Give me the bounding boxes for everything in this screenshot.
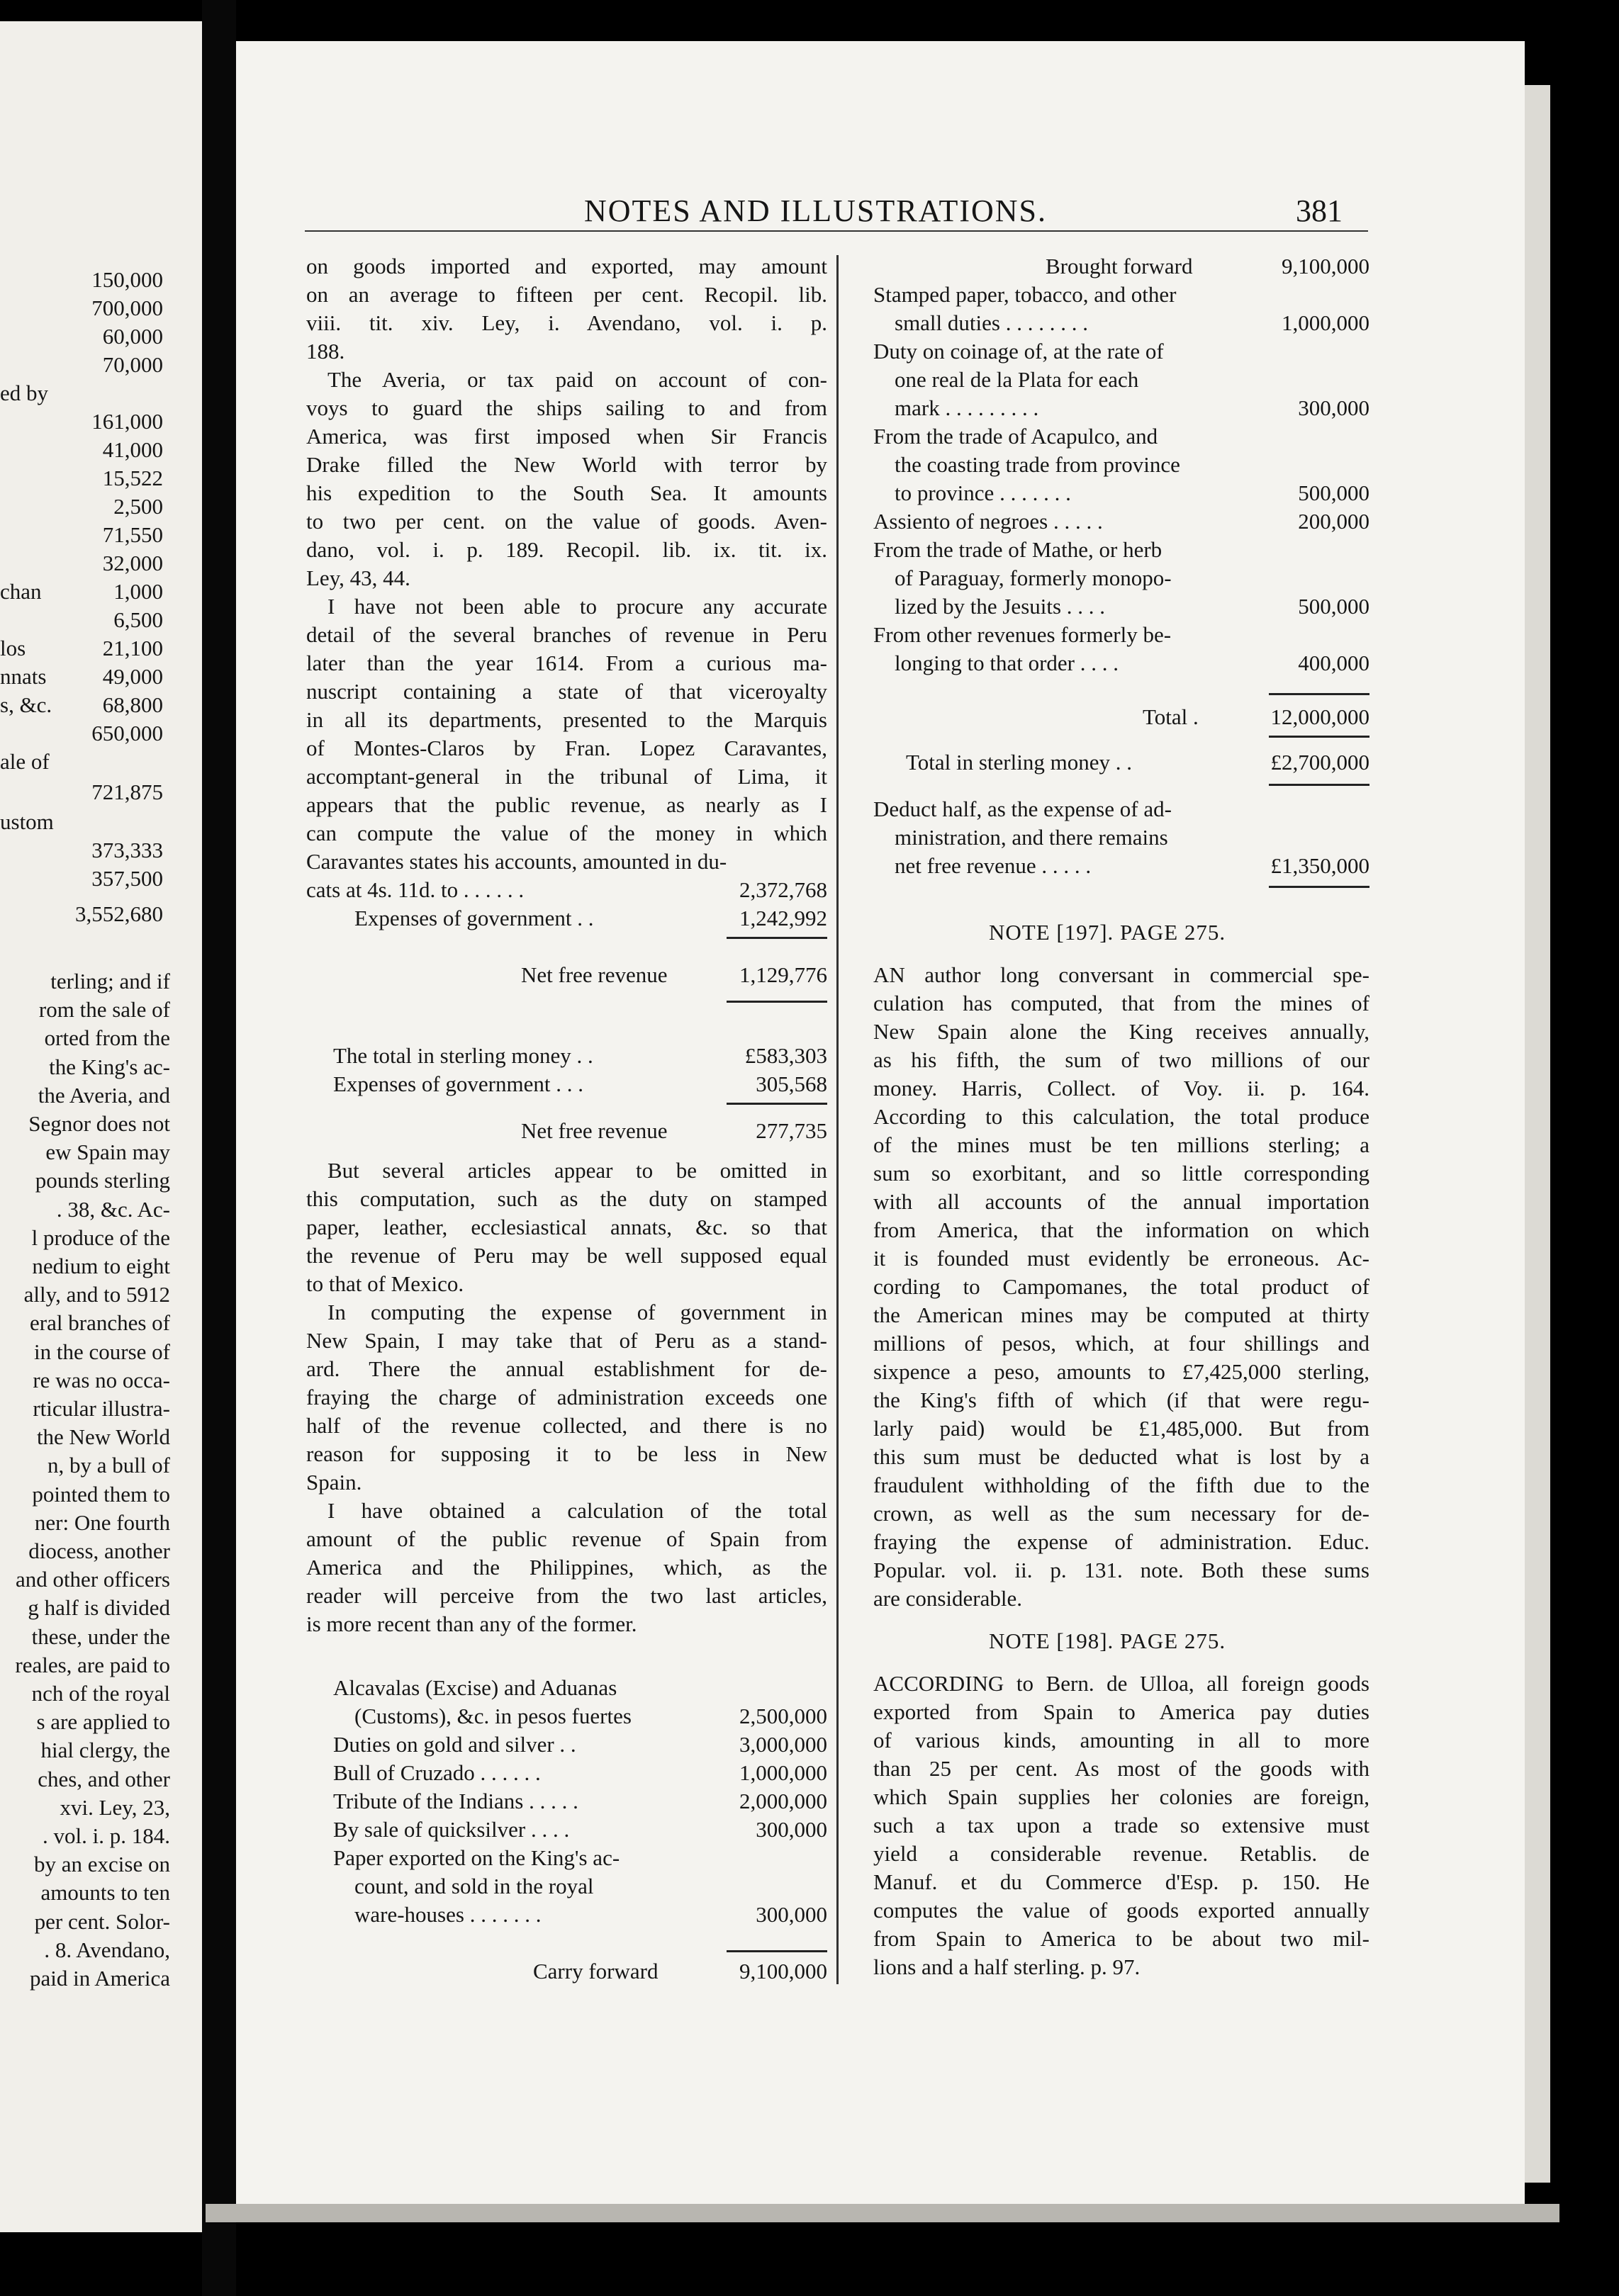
left-value: 49,000: [102, 664, 163, 689]
text-line: detail of the several branches of revenue in Peru: [306, 622, 827, 647]
brought-forward-label: Brought forward: [1046, 254, 1193, 278]
left-line: xvi. Ley, 23,: [60, 1794, 170, 1820]
left-line: per cent. Solor-: [34, 1908, 170, 1934]
text-line: Drake filled the New World with terror by: [306, 452, 827, 477]
text-line: New Spain alone the King receives annually,: [873, 1019, 1369, 1044]
text-line: computes the value of goods exported annually: [873, 1898, 1369, 1923]
revenue-item-label: Paper exported on the King's ac-: [333, 1845, 620, 1870]
text-line: it is founded must evidently be erroneous. Ac-: [873, 1246, 1369, 1271]
left-value: 357,500: [91, 866, 163, 891]
revenue-item-value: 200,000: [1298, 509, 1369, 534]
revenue-item-label: (Customs), &c. in pesos fuertes: [354, 1704, 632, 1728]
rule: [1269, 736, 1369, 738]
text-line: the revenue of Peru may be well supposed equal: [306, 1243, 827, 1268]
left-line: eral branches of: [30, 1310, 170, 1336]
deduct-value: £1,350,000: [1270, 853, 1369, 878]
text-line: paper, leather, ecclesiastical annats, &c. so that: [306, 1215, 827, 1239]
text-line: is more recent than any of the former.: [306, 1611, 637, 1636]
revenue-item-label: From the trade of Acapulco, and: [873, 424, 1158, 449]
text-line: America, was first imposed when Sir Francis: [306, 424, 827, 449]
left-line: . 8. Avendano,: [44, 1937, 170, 1962]
text-line: The Averia, or tax paid on account of con-: [327, 367, 827, 392]
left-line: rom the sale of: [38, 997, 170, 1023]
text-line: exported from Spain to America pay duties: [873, 1699, 1369, 1724]
text-line: in all its departments, presented to the Marquis: [306, 707, 827, 732]
left-value: 70,000: [102, 352, 163, 377]
revenue-item-label: of Paraguay, formerly monopo-: [895, 565, 1172, 590]
text-line: Popular. vol. ii. p. 131. note. Both these sums: [873, 1558, 1369, 1582]
text-line: Spain.: [306, 1470, 362, 1495]
text-line: can compute the value of the money in which: [306, 821, 827, 845]
text-line: money. Harris, Collect. of Voy. ii. p. 164.: [873, 1076, 1369, 1101]
book-gutter: [202, 0, 236, 2296]
text-line: from Spain to America to be about two mil-: [873, 1926, 1369, 1951]
revenue-item-value: 3,000,000: [739, 1732, 827, 1757]
text-line: I have obtained a calculation of the total: [327, 1498, 827, 1523]
text-line: of Montes-Claros by Fran. Lopez Caravantes,: [306, 736, 827, 760]
deduct-line: net free revenue . . . . .: [895, 853, 1092, 878]
revenue-item-value: 500,000: [1298, 594, 1369, 619]
left-line: g half is divided: [28, 1595, 170, 1621]
revenue-item-value: 2,000,000: [739, 1789, 827, 1813]
revenue-item-label: Alcavalas (Excise) and Aduanas: [333, 1675, 617, 1700]
total-value: 12,000,000: [1270, 704, 1369, 729]
text-line: According to this calculation, the total produce: [873, 1104, 1369, 1129]
left-fragment: los: [0, 636, 26, 660]
left-line: in the course of: [34, 1339, 170, 1364]
text-line: yield a considerable revenue. Retablis. de: [873, 1841, 1369, 1866]
running-head: NOTES AND ILLUSTRATIONS.: [584, 193, 1047, 228]
note-198-heading: NOTE [198]. PAGE 275.: [989, 1628, 1226, 1653]
left-fragment: chan: [0, 579, 42, 604]
page-bottom-edge: [206, 2204, 1559, 2222]
left-line: pounds sterling: [35, 1168, 170, 1193]
text-line: the King's fifth of which (if that were regu-: [873, 1388, 1369, 1412]
left-fragment: ale of: [0, 749, 50, 774]
rule: [727, 1950, 827, 1952]
text-line: of various kinds, amounting in all to more: [873, 1728, 1369, 1752]
left-line: terling; and if: [50, 969, 170, 994]
text-line: dano, vol. i. p. 189. Recopil. lib. ix. tit. ix.: [306, 537, 827, 562]
revenue-item-label: small duties . . . . . . . .: [895, 310, 1088, 335]
left-value: 41,000: [102, 437, 163, 462]
text-line: the American mines may be computed at thirty: [873, 1302, 1369, 1327]
left-value: 150,000: [91, 267, 163, 292]
text-line: crown, as well as the sum necessary for de-: [873, 1501, 1369, 1526]
left-fragment: nnats: [0, 664, 47, 689]
text-line: In computing the expense of government in: [327, 1300, 827, 1324]
text-line: cording to Campomanes, the total product of: [873, 1274, 1369, 1299]
text-line: sum so exorbitant, and so little corresponding: [873, 1161, 1369, 1186]
text-line: voys to guard the ships sailing to and from: [306, 395, 827, 420]
text-line: New Spain, I may take that of Peru as a stand-: [306, 1328, 827, 1353]
revenue-item-label: Assiento of negroes . . . . .: [873, 509, 1103, 534]
left-line: orted from the: [44, 1025, 170, 1051]
revenue-item-label: to province . . . . . . .: [895, 480, 1071, 505]
rule: [727, 1001, 827, 1003]
left-line: Segnor does not: [28, 1111, 170, 1136]
text-line: reason for supposing it to be less in New: [306, 1441, 827, 1466]
text-line: his expedition to the South Sea. It amounts: [306, 480, 827, 505]
text-line: millions of pesos, which, at four shillings and: [873, 1331, 1369, 1356]
text-line: fraudulent withholding of the fifth due to the: [873, 1473, 1369, 1497]
text-line: with all accounts of the annual importation: [873, 1189, 1369, 1214]
revenue-item-label: ware-houses . . . . . . .: [354, 1902, 542, 1927]
revenue-item-label: Bull of Cruzado . . . . . .: [333, 1760, 541, 1785]
text-line: from America, that the information on which: [873, 1217, 1369, 1242]
text-line: to two per cent. on the value of goods. Aven-: [306, 509, 827, 534]
sterling-total-value: £2,700,000: [1270, 750, 1369, 775]
revenue-item-label: By sale of quicksilver . . . .: [333, 1817, 570, 1842]
left-fragment: ustom: [0, 809, 54, 834]
left-line: . vol. i. p. 184.: [43, 1823, 170, 1848]
left-line: and other officers: [15, 1567, 170, 1592]
deduct-line: ministration, and there remains: [895, 825, 1168, 850]
left-value: 1,000: [113, 579, 163, 604]
peru-sterling-exp-label: Expenses of government . . .: [333, 1071, 583, 1096]
rule: [1269, 693, 1369, 695]
left-value: 21,100: [102, 636, 163, 660]
left-value: 68,800: [102, 692, 163, 717]
left-line: ally, and to 5912: [23, 1282, 170, 1307]
text-line: than 25 per cent. As most of the goods with: [873, 1756, 1369, 1781]
revenue-item-label: Tribute of the Indians . . . . .: [333, 1789, 578, 1813]
peru-sterling-net-label: Net free revenue: [521, 1118, 668, 1143]
left-line: . 38, &c. Ac-: [56, 1196, 170, 1222]
revenue-item-label: one real de la Plata for each: [895, 367, 1139, 392]
left-value: 2,500: [113, 494, 163, 519]
text-line: fraying the charge of administration exceeds one: [306, 1385, 827, 1409]
revenue-item-label: Stamped paper, tobacco, and other: [873, 282, 1177, 307]
peru-net-value: 1,129,776: [739, 962, 827, 987]
left-line: ner: One fourth: [34, 1509, 170, 1535]
left-value: 700,000: [91, 296, 163, 320]
revenue-item-label: From the trade of Mathe, or herb: [873, 537, 1163, 562]
text-line: But several articles appear to be omitted in: [327, 1158, 827, 1183]
left-line: these, under the: [31, 1623, 170, 1649]
revenue-item-label: mark . . . . . . . . .: [895, 395, 1039, 420]
text-line: America and the Philippines, which, as the: [306, 1555, 827, 1580]
page-edge: [1525, 85, 1550, 2183]
left-fragment: ed by: [0, 381, 49, 405]
revenue-item-value: 300,000: [756, 1902, 827, 1927]
text-line: I have not been able to procure any accurate: [327, 594, 827, 619]
revenue-item-value: 300,000: [1298, 395, 1369, 420]
peru-expenses-value: 1,242,992: [739, 906, 827, 930]
text-line: 188.: [306, 339, 345, 364]
revenue-item-label: Duties on gold and silver . .: [333, 1732, 576, 1757]
left-value: 721,875: [91, 780, 163, 804]
revenue-item-label: Duty on coinage of, at the rate of: [873, 339, 1164, 364]
peru-expenses-label: Expenses of government . .: [354, 906, 594, 930]
deduct-line: Deduct half, as the expense of ad-: [873, 797, 1172, 821]
left-value: 3,552,680: [75, 901, 163, 926]
revenue-item-value: 300,000: [756, 1817, 827, 1842]
text-line: this sum must be deducted what is lost by a: [873, 1444, 1369, 1469]
peru-ducats-label: cats at 4s. 11d. to . . . . . .: [306, 877, 525, 902]
left-line: paid in America: [30, 1966, 170, 1991]
text-line: such a tax upon a trade so extensive must: [873, 1813, 1369, 1838]
text-line: viii. tit. xiv. Ley, i. Avendano, vol. i. p.: [306, 310, 827, 335]
text-line: appears that the public revenue, as nearly as I: [306, 792, 827, 817]
text-line: larly paid) would be £1,485,000. But from: [873, 1416, 1369, 1441]
peru-ducats-value: 2,372,768: [739, 877, 827, 902]
text-line: amount of the public revenue of Spain from: [306, 1526, 827, 1551]
left-value: 32,000: [102, 551, 163, 575]
revenue-item-label: count, and sold in the royal: [354, 1874, 594, 1898]
left-value: 60,000: [102, 324, 163, 349]
text-line: on goods imported and exported, may amount: [306, 254, 827, 278]
text-line: accomptant-general in the tribunal of Lima, it: [306, 764, 827, 789]
total-label: Total .: [1143, 704, 1199, 729]
text-line: half of the revenue collected, and there is no: [306, 1413, 827, 1438]
left-value: 6,500: [113, 607, 163, 632]
left-value: 15,522: [102, 466, 163, 490]
text-line: which Spain supplies her colonies are foreign,: [873, 1784, 1369, 1809]
peru-sterling-label: The total in sterling money . .: [333, 1043, 593, 1068]
carry-forward-label: Carry forward: [533, 1959, 659, 1983]
text-line: to that of Mexico.: [306, 1271, 464, 1296]
text-line: on an average to fifteen per cent. Recopil. lib.: [306, 282, 827, 307]
left-line: the King's ac-: [49, 1054, 170, 1079]
text-line: lions and a half sterling. p. 97.: [873, 1954, 1141, 1979]
revenue-item-value: 1,000,000: [739, 1760, 827, 1785]
revenue-item-value: 2,500,000: [739, 1704, 827, 1728]
left-line: re was no occa-: [33, 1367, 170, 1392]
text-line: culation has computed, that from the mines of: [873, 991, 1369, 1015]
text-line: as his fifth, the sum of two millions of our: [873, 1047, 1369, 1072]
left-line: diocess, another: [28, 1538, 170, 1563]
left-fragment: s, &c.: [0, 692, 52, 717]
rule: [1269, 886, 1369, 888]
text-line: fraying the expense of administration. Educ.: [873, 1529, 1369, 1554]
text-line: later than the year 1614. From a curious ma-: [306, 651, 827, 675]
text-line: Manuf. et du Commerce d'Esp. p. 150. He: [873, 1869, 1369, 1894]
left-value: 71,550: [102, 522, 163, 547]
text-line: are considerable.: [873, 1586, 1022, 1611]
page-number: 381: [1296, 193, 1343, 228]
text-line: ACCORDING to Bern. de Ulloa, all foreign goods: [873, 1671, 1369, 1696]
left-line: the New World: [36, 1424, 170, 1450]
left-line: l produce of the: [31, 1225, 170, 1250]
left-value: 650,000: [91, 721, 163, 745]
left-line: ches, and other: [38, 1766, 170, 1791]
carry-forward-value: 9,100,000: [739, 1959, 827, 1983]
left-line: pointed them to: [32, 1481, 170, 1507]
left-value: 161,000: [91, 409, 163, 434]
rule: [1269, 784, 1369, 786]
left-line: by an excise on: [34, 1852, 170, 1877]
left-line: reales, are paid to: [15, 1652, 170, 1677]
text-line: Ley, 43, 44.: [306, 565, 410, 590]
left-line: s are applied to: [36, 1709, 170, 1735]
column-rule: [836, 255, 839, 1984]
text-line: AN author long conversant in commercial spe-: [873, 962, 1369, 987]
left-line: nedium to eight: [32, 1254, 170, 1278]
revenue-item-label: From other revenues formerly be-: [873, 622, 1172, 647]
peru-sterling-exp-value: 305,568: [756, 1071, 827, 1096]
text-line: sixpence a peso, amounts to £7,425,000 sterling,: [873, 1359, 1369, 1384]
left-line: n, by a bull of: [47, 1453, 170, 1478]
revenue-item-label: the coasting trade from province: [895, 452, 1180, 477]
peru-sterling-value: £583,303: [744, 1043, 827, 1068]
revenue-item-value: 1,000,000: [1282, 310, 1369, 335]
revenue-item-label: lized by the Jesuits . . . .: [895, 594, 1106, 619]
sterling-total-label: Total in sterling money . .: [906, 750, 1132, 775]
header-rule: [305, 230, 1368, 232]
brought-forward-value: 9,100,000: [1282, 254, 1369, 278]
left-value: 373,333: [91, 838, 163, 862]
text-line: reader will perceive from the two last articles,: [306, 1583, 827, 1608]
left-line: rticular illustra-: [33, 1396, 170, 1421]
text-line: Caravantes states his accounts, amounted in du-: [306, 849, 727, 874]
left-line: hial clergy, the: [40, 1738, 170, 1763]
text-line: nuscript containing a state of that viceroyalty: [306, 679, 827, 704]
peru-sterling-net-value: 277,735: [756, 1118, 827, 1143]
left-line: nch of the royal: [31, 1681, 170, 1706]
text-line: this computation, such as the duty on stamped: [306, 1186, 827, 1211]
peru-net-label: Net free revenue: [521, 962, 668, 987]
rule: [727, 937, 827, 939]
text-line: of the mines must be ten millions sterling; a: [873, 1132, 1369, 1157]
left-line: ew Spain may: [45, 1139, 170, 1165]
revenue-item-value: 400,000: [1298, 651, 1369, 675]
rule: [727, 1103, 827, 1105]
revenue-item-label: longing to that order . . . .: [895, 651, 1119, 675]
left-line: amounts to ten: [40, 1880, 170, 1906]
note-197-heading: NOTE [197]. PAGE 275.: [989, 920, 1226, 945]
text-line: ard. There the annual establishment for de-: [306, 1356, 827, 1381]
left-line: the Averia, and: [38, 1082, 170, 1108]
revenue-item-value: 500,000: [1298, 480, 1369, 505]
